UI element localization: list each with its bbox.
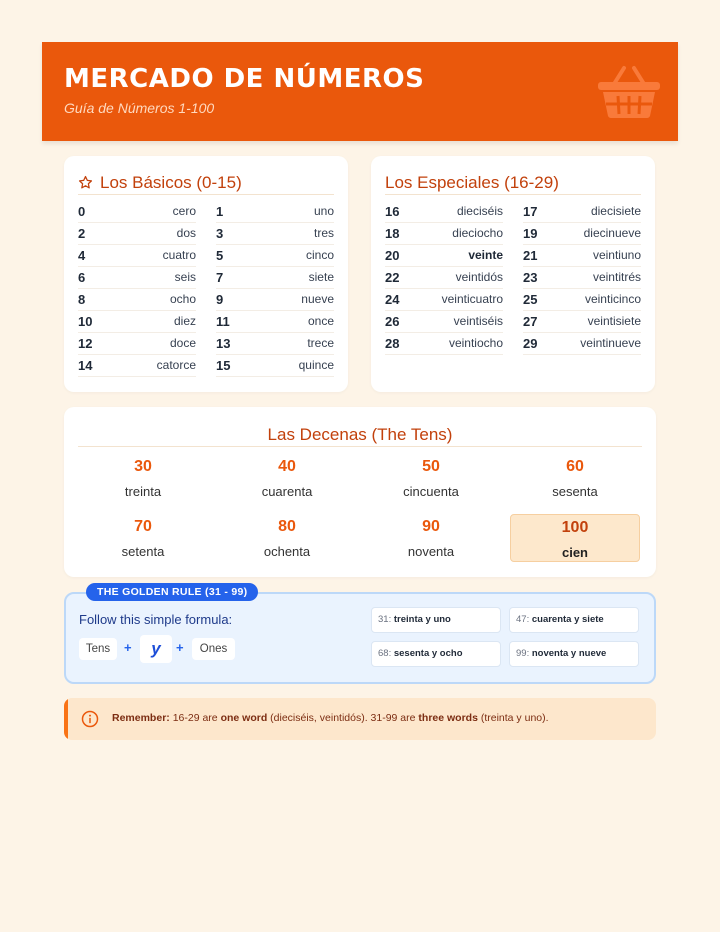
number-word: dieciocho	[452, 226, 503, 240]
remember-callout	[64, 698, 656, 740]
number-digit: 26	[385, 314, 400, 329]
number-word: veintiocho	[448, 336, 503, 350]
number-digit: 8	[78, 292, 86, 307]
tens-title-divider	[78, 446, 642, 447]
number-digit: 22	[385, 270, 400, 285]
number-digit: 2	[78, 226, 86, 241]
number-digit: 5	[216, 248, 224, 263]
tens-number: 30	[134, 458, 152, 475]
number-row	[523, 267, 641, 289]
number-row	[523, 289, 641, 311]
number-word: quince	[298, 358, 334, 372]
number-row	[216, 201, 334, 223]
formula-ones: Ones	[192, 638, 235, 660]
page-title: MERCADO DE NÚMEROS	[64, 64, 425, 94]
number-digit: 18	[385, 226, 400, 241]
number-row	[78, 311, 196, 333]
tens-item	[222, 514, 352, 562]
info-icon	[81, 710, 99, 728]
number-word: ocho	[169, 292, 196, 306]
golden-rule-badge: THE GOLDEN RULE (31 - 99)	[86, 583, 258, 601]
header-banner	[42, 42, 678, 141]
number-digit: 23	[523, 270, 538, 285]
tens-item	[366, 514, 496, 562]
number-digit: 4	[78, 248, 86, 263]
number-row	[216, 311, 334, 333]
tens-number: 100	[561, 519, 589, 536]
number-row	[78, 223, 196, 245]
number-row	[523, 333, 641, 355]
formula-intro: Follow this simple formula:	[79, 612, 233, 627]
remember-text: Remember: 16-29 are one word (dieciséis, veintidós). 31-99 are three words (treinta y uno).	[112, 712, 549, 724]
formula-tens: Tens	[79, 638, 117, 660]
number-row	[78, 245, 196, 267]
callout-accent-bar	[64, 698, 68, 740]
number-row	[385, 267, 503, 289]
number-row	[523, 245, 641, 267]
number-word: tres	[313, 226, 334, 240]
tens-number: 70	[134, 518, 152, 535]
number-word: veintiuno	[592, 248, 641, 262]
basics-title: Los Básicos (0-15)	[100, 173, 242, 192]
formula-plus-1: +	[124, 640, 132, 655]
number-digit: 11	[216, 314, 230, 329]
number-word: seis	[174, 270, 196, 284]
example-47: 47: cuarenta y siete	[509, 607, 639, 633]
number-digit: 20	[385, 248, 400, 263]
number-word: veintitrés	[592, 270, 641, 284]
number-word: nueve	[301, 292, 334, 306]
number-digit: 15	[216, 358, 231, 373]
number-row	[216, 289, 334, 311]
star-icon	[78, 175, 93, 190]
number-row	[523, 223, 641, 245]
tens-word: ochenta	[263, 544, 311, 559]
tens-title: Las Decenas (The Tens)	[267, 425, 453, 444]
number-digit: 21	[523, 248, 538, 263]
number-digit: 25	[523, 292, 538, 307]
tens-number: 60	[566, 458, 584, 475]
number-row	[385, 289, 503, 311]
number-word: veinticuatro	[441, 292, 503, 306]
number-word: diecinueve	[583, 226, 641, 240]
number-digit: 0	[78, 204, 86, 219]
number-row	[385, 223, 503, 245]
number-row	[78, 355, 196, 377]
number-row	[78, 267, 196, 289]
tens-word: noventa	[407, 544, 455, 559]
tens-number: 90	[422, 518, 440, 535]
tens-word: setenta	[121, 544, 165, 559]
tens-word: treinta	[124, 484, 162, 499]
number-digit: 10	[78, 314, 93, 329]
number-word: trece	[307, 336, 334, 350]
number-word: cero	[172, 204, 196, 218]
number-word: veintidós	[455, 270, 503, 284]
number-digit: 13	[216, 336, 231, 351]
number-row	[216, 333, 334, 355]
tens-number: 40	[278, 458, 296, 475]
number-word: veinte	[468, 248, 503, 262]
number-row	[385, 333, 503, 355]
number-digit: 1	[216, 204, 224, 219]
number-row	[385, 201, 503, 223]
number-word: dieciséis	[456, 204, 503, 218]
number-word: once	[307, 314, 334, 328]
number-digit: 19	[523, 226, 538, 241]
number-row	[523, 311, 641, 333]
number-row	[78, 201, 196, 223]
example-31: 31: treinta y uno	[371, 607, 501, 633]
number-word: diez	[173, 314, 196, 328]
number-row	[385, 311, 503, 333]
tens-number: 80	[278, 518, 296, 535]
number-digit: 28	[385, 336, 400, 351]
basics-title-divider	[78, 194, 334, 195]
number-digit: 29	[523, 336, 538, 351]
number-word: catorce	[156, 358, 196, 372]
tens-item	[78, 454, 208, 502]
number-row	[216, 223, 334, 245]
formula-y: y	[140, 635, 172, 663]
number-word: veinticinco	[584, 292, 641, 306]
tens-item	[510, 454, 640, 502]
tens-item	[366, 454, 496, 502]
page-subtitle: Guía de Números 1-100	[64, 100, 215, 116]
number-word: diecisiete	[590, 204, 641, 218]
tens-number: 50	[422, 458, 440, 475]
tens-word: cincuenta	[403, 484, 459, 499]
number-word: cuatro	[162, 248, 196, 262]
specials-title-divider	[385, 194, 641, 195]
number-digit: 27	[523, 314, 538, 329]
example-68: 68: sesenta y ocho	[371, 641, 501, 667]
tens-word: sesenta	[552, 484, 598, 499]
number-digit: 14	[78, 358, 93, 373]
number-row	[78, 333, 196, 355]
formula-plus-2: +	[176, 640, 184, 655]
number-row	[216, 267, 334, 289]
number-digit: 12	[78, 336, 93, 351]
number-word: cinco	[305, 248, 334, 262]
number-digit: 7	[216, 270, 224, 285]
tens-word: cuarenta	[261, 484, 313, 499]
number-word: siete	[308, 270, 334, 284]
number-digit: 3	[216, 226, 224, 241]
number-word: uno	[313, 204, 334, 218]
number-word: veintiséis	[453, 314, 503, 328]
tens-item	[222, 454, 352, 502]
tens-word: cien	[561, 545, 588, 560]
number-word: doce	[169, 336, 196, 350]
number-row	[78, 289, 196, 311]
number-digit: 24	[385, 292, 400, 307]
number-digit: 17	[523, 204, 538, 219]
tens-item	[510, 514, 640, 562]
number-row	[216, 245, 334, 267]
basket-icon	[594, 62, 664, 122]
number-row	[385, 245, 503, 267]
number-word: veintinueve	[580, 336, 641, 350]
tens-item	[78, 514, 208, 562]
number-word: dos	[176, 226, 196, 240]
number-row	[216, 355, 334, 377]
specials-title: Los Especiales (16-29)	[385, 173, 559, 192]
example-99: 99: noventa y nueve	[509, 641, 639, 667]
number-digit: 9	[216, 292, 224, 307]
number-row	[523, 201, 641, 223]
number-digit: 16	[385, 204, 400, 219]
number-digit: 6	[78, 270, 86, 285]
number-word: veintisiete	[587, 314, 641, 328]
